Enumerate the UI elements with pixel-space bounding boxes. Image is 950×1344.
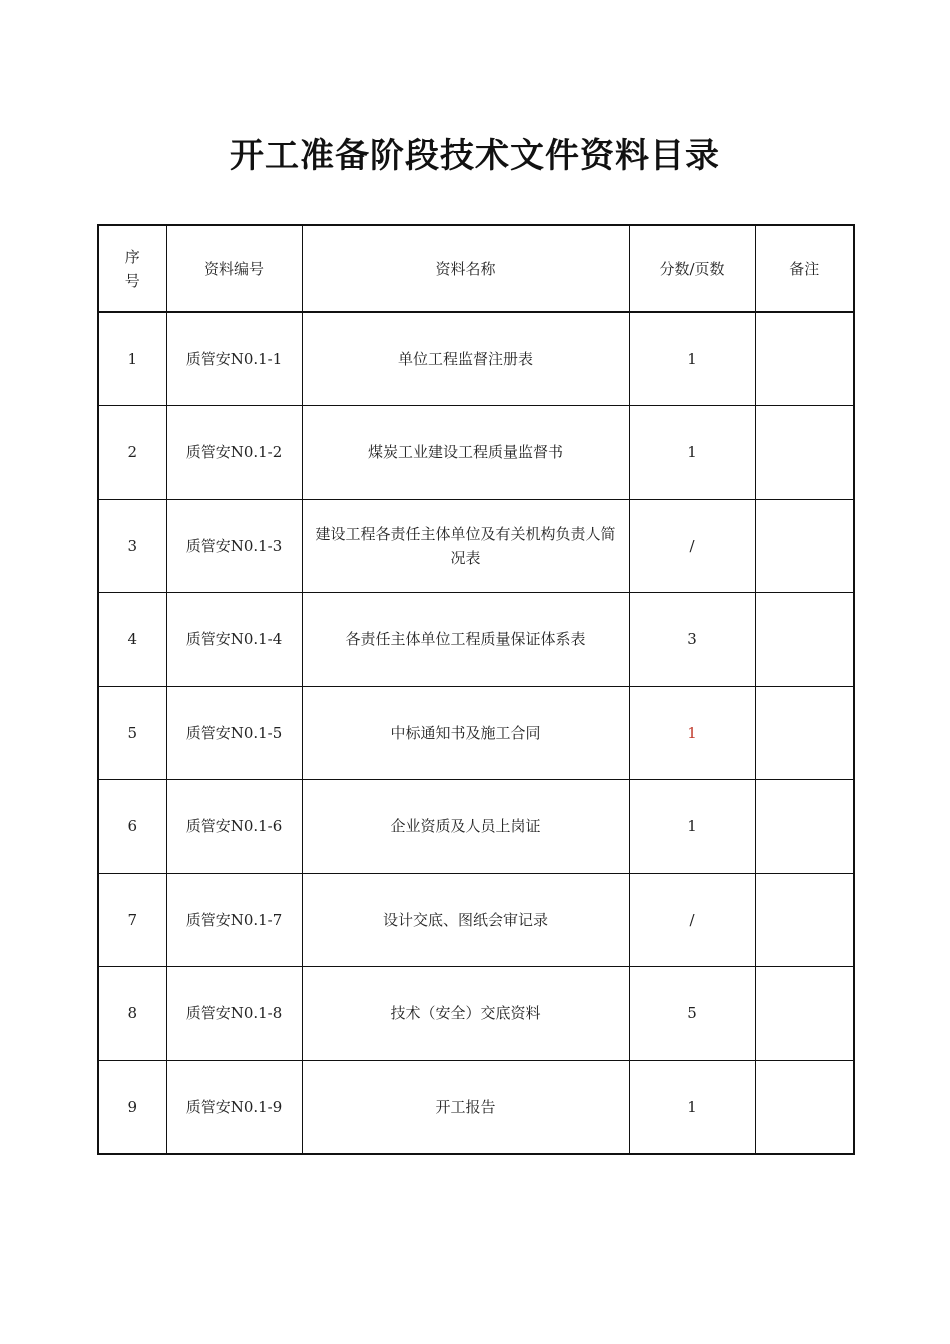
- cell-name: 技术（安全）交底资料: [302, 967, 629, 1061]
- header-note: 备注: [755, 225, 854, 312]
- cell-seq: 8: [98, 967, 166, 1061]
- cell-seq: 9: [98, 1060, 166, 1154]
- cell-name: 煤炭工业建设工程质量监督书: [302, 406, 629, 500]
- cell-code: 质管安N0.1-9: [166, 1060, 302, 1154]
- cell-code: 质管安N0.1-3: [166, 499, 302, 593]
- cell-note: [755, 967, 854, 1061]
- cell-note: [755, 593, 854, 687]
- cell-pages: 1: [629, 686, 755, 780]
- cell-note: [755, 499, 854, 593]
- cell-code: 质管安N0.1-6: [166, 780, 302, 874]
- cell-code: 质管安N0.1-4: [166, 593, 302, 687]
- cell-code: 质管安N0.1-1: [166, 312, 302, 406]
- cell-seq: 7: [98, 873, 166, 967]
- table-row: [98, 780, 854, 874]
- header-name: 资料名称: [302, 225, 629, 312]
- header-code: 资料编号: [166, 225, 302, 312]
- table-row: [98, 499, 854, 593]
- cell-code: 质管安N0.1-8: [166, 967, 302, 1061]
- cell-code: 质管安N0.1-5: [166, 686, 302, 780]
- table-row: [98, 686, 854, 780]
- cell-note: [755, 686, 854, 780]
- cell-name: 单位工程监督注册表: [302, 312, 629, 406]
- header-seq-line1: 序: [124, 247, 140, 266]
- table-header-row: [98, 225, 854, 312]
- table-row: [98, 1060, 854, 1154]
- table-row: [98, 593, 854, 687]
- table-row: [98, 873, 854, 967]
- cell-name: 开工报告: [302, 1060, 629, 1154]
- table-row: [98, 406, 854, 500]
- header-seq-line2: 号: [124, 271, 140, 290]
- cell-name: 中标通知书及施工合同: [302, 686, 629, 780]
- cell-note: [755, 1060, 854, 1154]
- cell-pages: 3: [629, 593, 755, 687]
- cell-name: 各责任主体单位工程质量保证体系表: [302, 593, 629, 687]
- cell-pages: 1: [629, 312, 755, 406]
- cell-seq: 3: [98, 499, 166, 593]
- cell-code: 质管安N0.1-7: [166, 873, 302, 967]
- cell-note: [755, 312, 854, 406]
- cell-seq: 6: [98, 780, 166, 874]
- table-row: [98, 312, 854, 406]
- cell-pages: 5: [629, 967, 755, 1061]
- cell-note: [755, 406, 854, 500]
- cell-seq: 1: [98, 312, 166, 406]
- cell-note: [755, 780, 854, 874]
- catalog-table: [97, 224, 855, 1155]
- table-row: [98, 967, 854, 1061]
- cell-pages: /: [629, 499, 755, 593]
- cell-seq: 5: [98, 686, 166, 780]
- cell-pages: 1: [629, 1060, 755, 1154]
- cell-name: 企业资质及人员上岗证: [302, 780, 629, 874]
- cell-name: 设计交底、图纸会审记录: [302, 873, 629, 967]
- cell-code: 质管安N0.1-2: [166, 406, 302, 500]
- cell-name: 建设工程各责任主体单位及有关机构负责人简况表: [302, 499, 629, 593]
- cell-seq: 2: [98, 406, 166, 500]
- cell-note: [755, 873, 854, 967]
- cell-pages: /: [629, 873, 755, 967]
- header-seq: [98, 225, 166, 312]
- page-title: 开工准备阶段技术文件资料目录: [230, 136, 720, 176]
- cell-pages: 1: [629, 406, 755, 500]
- cell-pages: 1: [629, 780, 755, 874]
- cell-seq: 4: [98, 593, 166, 687]
- header-pages: 分数/页数: [629, 225, 755, 312]
